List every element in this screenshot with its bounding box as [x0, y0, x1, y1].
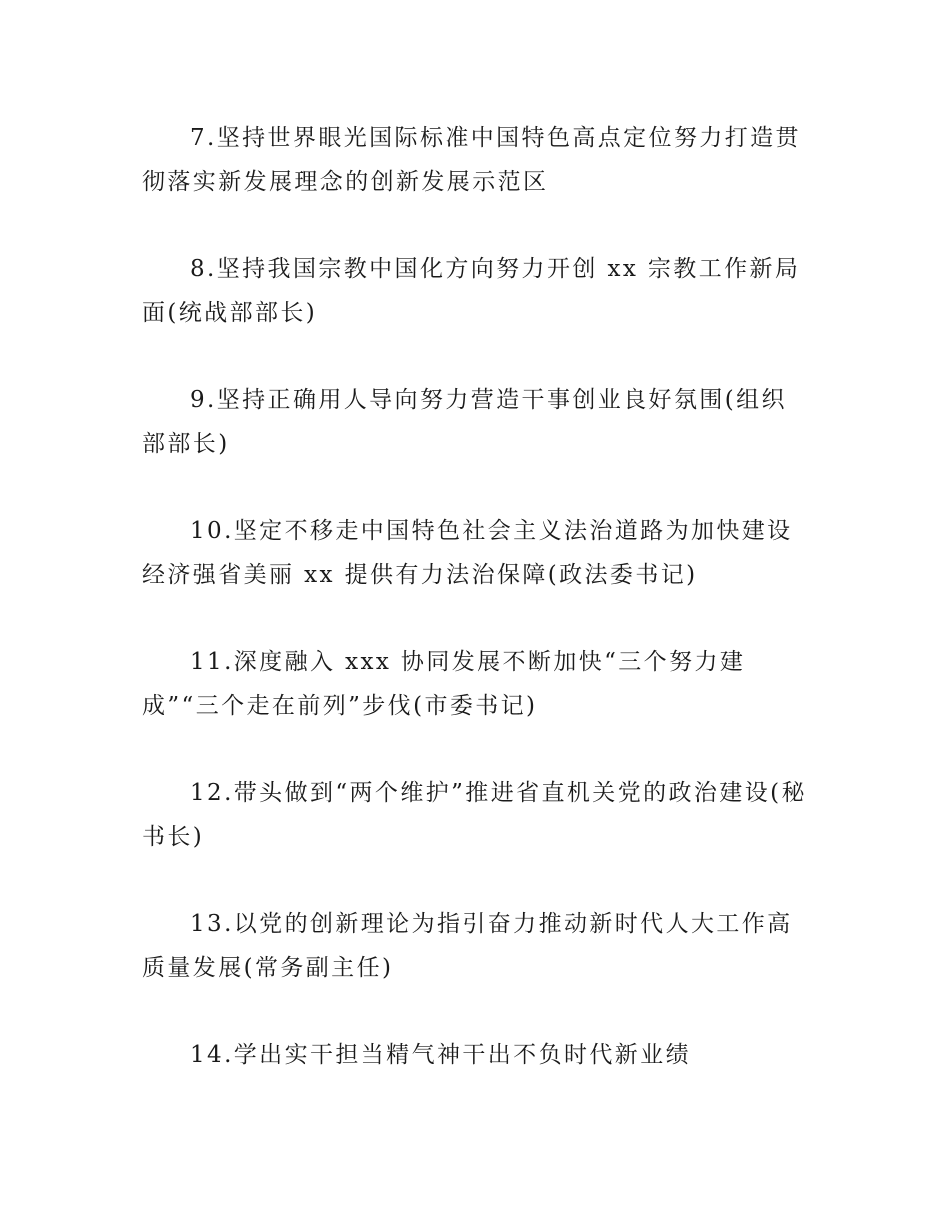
paragraph-item-8: 8.坚持我国宗教中国化方向努力开创 xx 宗教工作新局面(统战部部长) — [142, 256, 801, 326]
paragraph-item-12: 12.带头做到“两个维护”推进省直机关党的政治建设(秘书长) — [142, 780, 807, 850]
paragraph-item-13: 13.以党的创新理论为指引奋力推动新时代人大工作高质量发展(常务副主任) — [142, 911, 793, 981]
paragraph-item-14: 14.学出实干担当精气神干出不负时代新业绩 — [190, 1042, 691, 1068]
paragraph-item-7: 7.坚持世界眼光国际标准中国特色高点定位努力打造贯彻落实新发展理念的创新发展示范区 — [142, 125, 801, 195]
paragraph-item-11: 11.深度融入 xxx 协同发展不断加快“三个努力建成”“三个走在前列”步伐(市委书记) — [142, 649, 746, 719]
paragraph-item-9: 9.坚持正确用人导向努力营造干事创业良好氛围(组织部部长) — [142, 387, 787, 457]
paragraph-item-10: 10.坚定不移走中国特色社会主义法治道路为加快建设经济强省美丽 xx 提供有力法治保障(政法委书记) — [142, 518, 793, 588]
